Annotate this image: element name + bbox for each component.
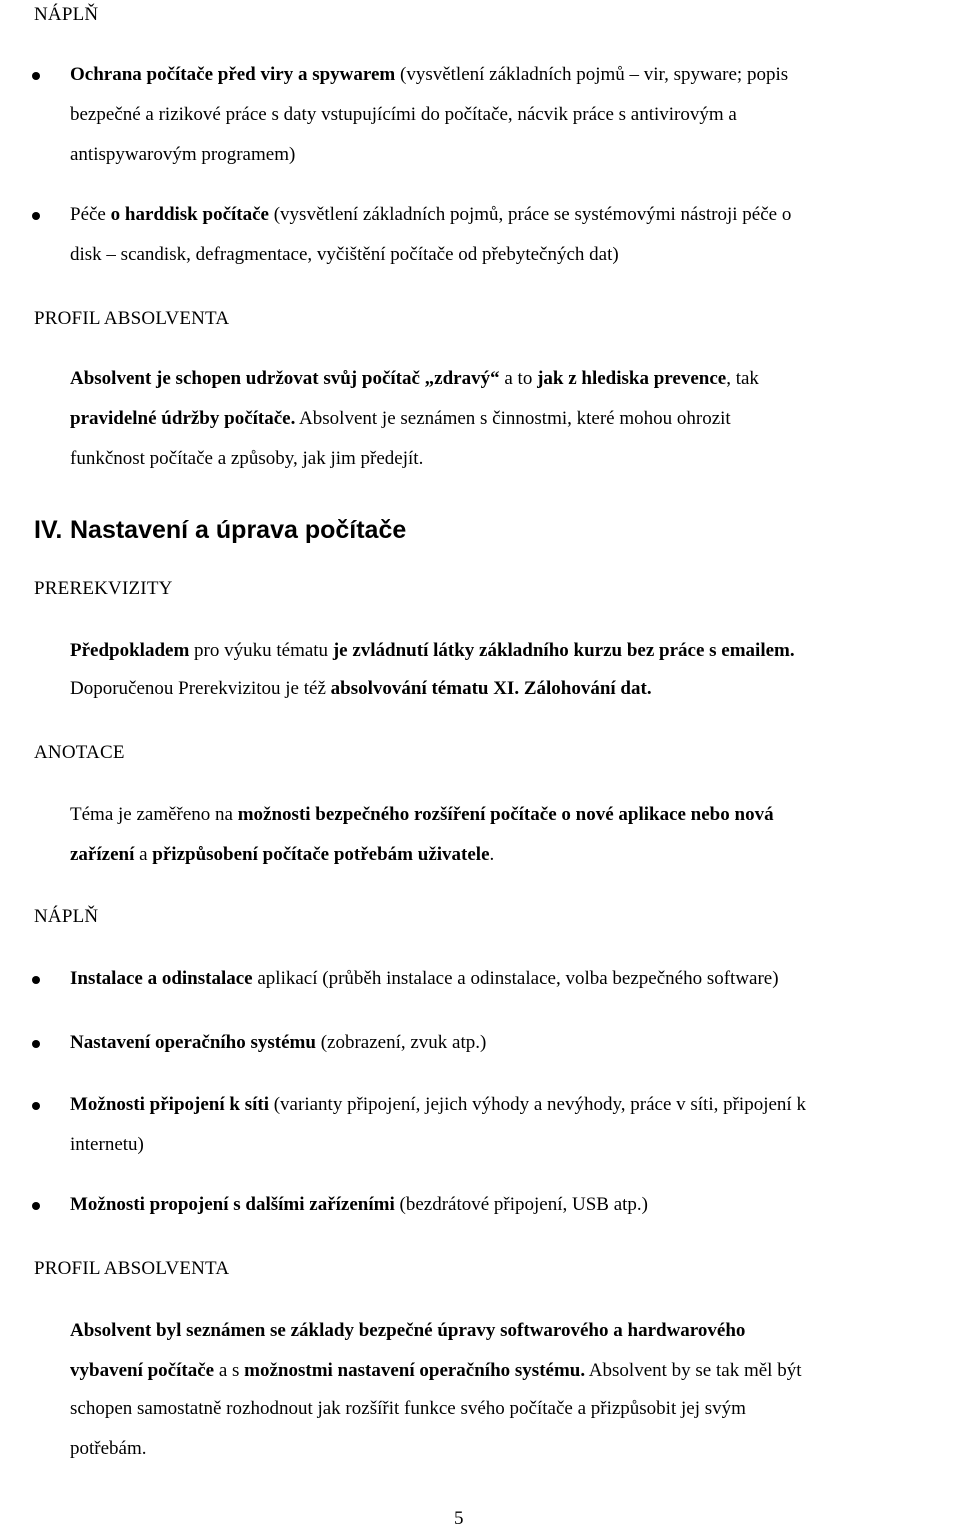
bullet-icon [32,72,40,80]
section-heading-naplne: NÁPLŇ [34,906,99,927]
bold-text-run: zařízení [70,844,135,865]
text-run: a to [499,368,538,389]
text-run: (zobrazení, zvuk atp.) [315,1032,487,1053]
section-heading-naplne: NÁPLŇ [34,4,99,25]
text-line [70,678,652,700]
text-run: Péče [70,204,111,225]
text-line [70,968,779,990]
text-line [70,368,759,390]
text-run: , tak [726,368,759,389]
text-run: (varianty připojení, jejich výhody a nevýhody, práce v síti, připojení k [268,1094,806,1115]
section-heading-profil: PROFIL ABSOLVENTA [34,1258,230,1279]
bold-text-run: Ochrana počítače před viry a spywarem [70,64,396,85]
text-line [70,1032,486,1054]
text-run: antispywarovým programem) [70,144,296,165]
text-run: schopen samostatně rozhodnout jak rozšířit funkce svého počítače a přizpůsobit jej svým [70,1398,746,1419]
text-run: a s [214,1360,245,1381]
chapter-number: IV. [34,516,63,544]
text-run: (bezdrátové připojení, USB atp.) [394,1194,649,1215]
bold-text-run: možnosti bezpečného rozšíření počítače o nové aplikace nebo nová [237,804,774,825]
text-run: disk – scandisk, defragmentace, vyčištění počítače od přebytečných dat) [70,244,619,265]
bold-text-run: přizpůsobení počítače potřebám uživatele [152,844,490,865]
text-line [70,1194,648,1216]
text-line [70,104,737,126]
text-run: Doporučenou Prerekvizitou je též [70,678,331,699]
bold-text-run: Možnosti propojení s dalšími zařízeními [70,1194,395,1215]
text-line [70,844,494,866]
bold-text-run: o harddisk počítače [110,204,269,225]
text-run: aplikací (průběh instalace a odinstalace, volba bezpečného software) [252,968,779,989]
chapter-title-text: Nastavení a úprava počítače [70,516,407,544]
text-line [70,1360,801,1382]
bold-text-run: Absolvent byl seznámen se základy bezpečné úpravy softwarového a hardwarového [70,1320,746,1341]
text-line [70,804,774,826]
text-run: internetu) [70,1134,144,1155]
chapter-title [34,516,406,545]
text-run: (vysvětlení základních pojmů – vir, spyware; popis [395,64,789,85]
bold-text-run: pravidelné údržby počítače. [70,408,296,429]
text-run: Téma je zaměřeno na [70,804,238,825]
text-line [70,1094,806,1116]
text-run: potřebám. [70,1438,147,1459]
bold-text-run: Možnosti připojení k síti [70,1094,269,1115]
page-number: 5 [454,1508,464,1529]
bold-text-run: Nastavení operačního systému [70,1032,316,1053]
bold-text-run: Předpokladem [70,640,190,661]
bold-text-run: Instalace a odinstalace [70,968,253,989]
text-run: pro výuku tématu [189,640,333,661]
text-line [70,1438,147,1460]
bullet-icon [32,1102,40,1110]
bullet-icon [32,212,40,220]
text-line [70,244,619,266]
text-line [70,1134,144,1156]
bold-text-run: absolvování tématu XI. Zálohování dat. [330,678,652,699]
text-run: . [489,844,495,865]
section-heading-prerekvizity: PREREKVIZITY [34,578,173,599]
section-heading-anotace: ANOTACE [34,742,125,763]
bold-text-run: možnostmi nastavení operačního systému. [244,1360,586,1381]
text-run: (vysvětlení základních pojmů, práce se systémovými nástroji péče o [268,204,792,225]
text-run: a [134,844,153,865]
bullet-icon [32,1202,40,1210]
text-run: funkčnost počítače a způsoby, jak jim předejít. [70,448,424,469]
text-line [70,64,788,86]
text-line [70,1320,745,1342]
text-line [70,1398,746,1420]
text-run: bezpečné a rizikové práce s daty vstupujícími do počítače, nácvik práce s antivirovým a [70,104,737,125]
section-heading-profil: PROFIL ABSOLVENTA [34,308,230,329]
text-line [70,448,423,470]
bold-text-run: Absolvent je schopen udržovat svůj počítač „zdravý“ [70,368,500,389]
bullet-icon [32,1040,40,1048]
text-line [70,144,295,166]
text-run: Absolvent by se tak měl být [585,1360,802,1381]
text-run: Absolvent je seznámen s činnostmi, které mohou ohrozit [295,408,731,429]
text-line [70,204,791,226]
bullet-icon [32,976,40,984]
bold-text-run: je zvládnutí látky základního kurzu bez práce s emailem. [332,640,795,661]
text-line [70,408,731,430]
text-line [70,640,795,662]
bold-text-run: vybavení počítače [70,1360,215,1381]
bold-text-run: jak z hlediska prevence [537,368,727,389]
